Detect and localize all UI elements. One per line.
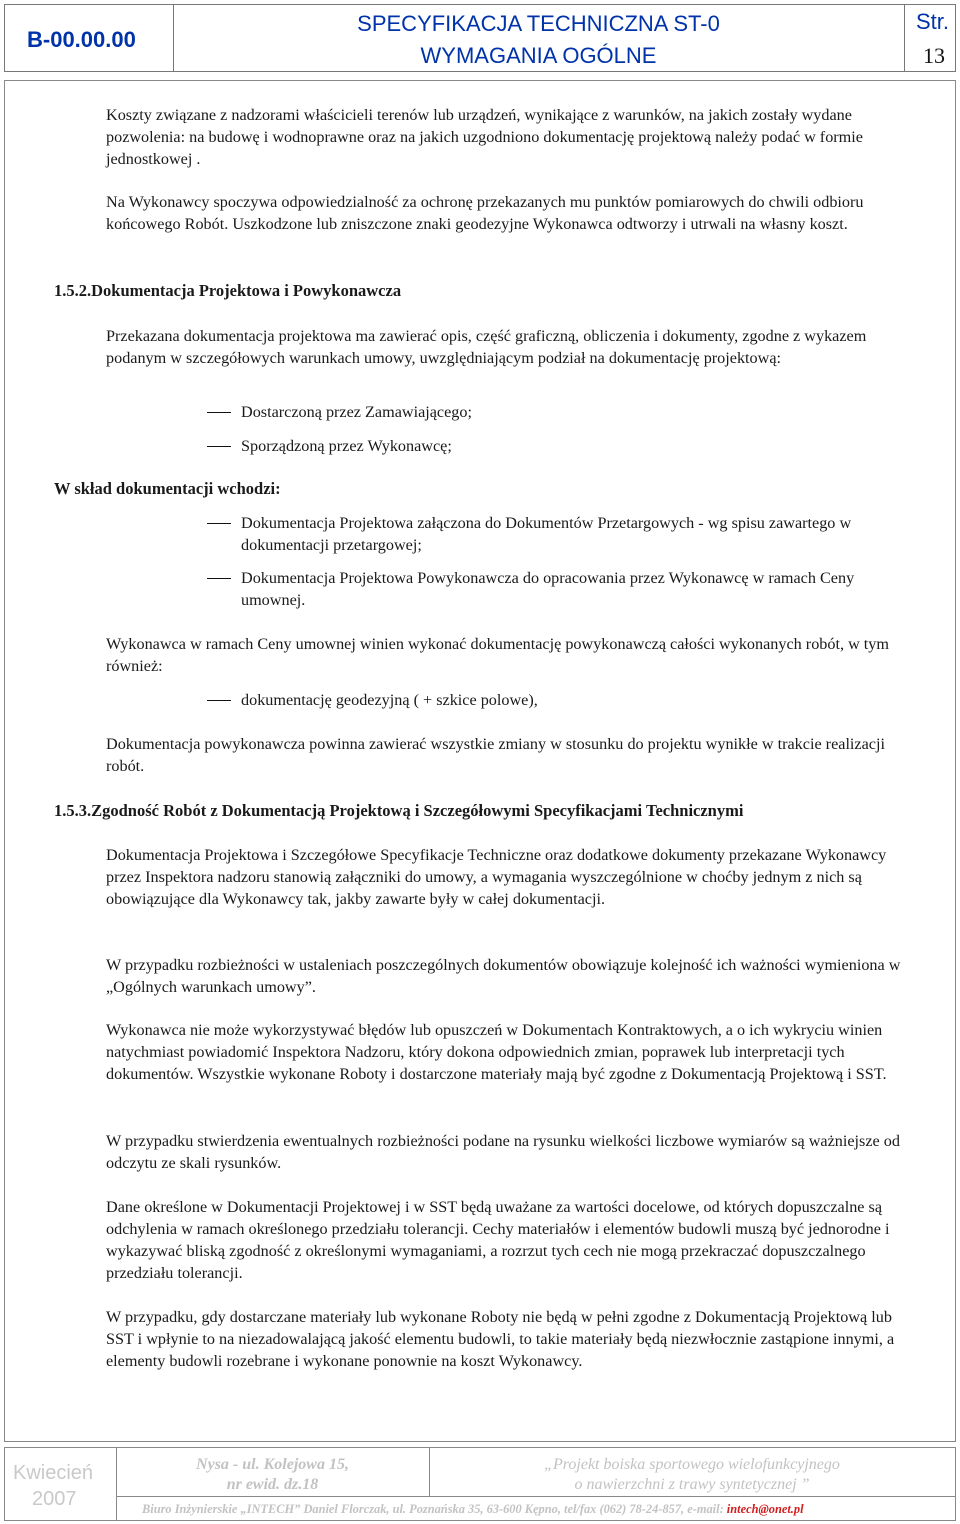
list-item: dokumentację geodezyjną ( + szkice polowe), (241, 691, 538, 709)
paragraph: Dokumentacja powykonawcza powinna zawierać wszystkie zmiany w stosunku do projektu wynikłe w trakcie realizacji robót. (106, 735, 885, 775)
spec-title: SPECYFIKACJA TECHNICZNA ST-0 (357, 11, 720, 36)
section-heading: 1.5.3.Zgodność Robót z Dokumentacją Projektową i Szczegółowymi Specyfikacjami Technicznymi (54, 801, 744, 820)
paragraph: Dane określone w Dokumentacji Projektowej i w SST będą uważane za wartości docelowe, od których dopuszczalne są odchylenia w ramach określonego przedziału tolerancji. Cechy materiałów i elementów budowli muszą być jednorodne i wykazywać bliską zgodność z określonymi wymaganiami, a rozrzut tych cech nie mogą przekraczać dopuszczalnego przedziału tolerancji. (106, 1198, 890, 1282)
bullet-dash (207, 700, 231, 701)
footer-year: 2007 (32, 1488, 77, 1510)
list-item: Dokumentacja Projektowa Powykonawcza do opracowania przez Wykonawcę w ramach Ceny umownej. (241, 569, 855, 609)
page-footer (4, 1447, 956, 1521)
page-label: Str. (916, 9, 950, 34)
page-header (4, 4, 956, 72)
header-code-cell (5, 5, 174, 71)
document-code: B-00.00.00 (27, 27, 136, 52)
bullet-dash (207, 412, 231, 413)
footer-email-link[interactable]: intech@onet.pl (726, 1502, 804, 1516)
bullet-dash (207, 446, 231, 447)
section-heading: 1.5.2.Dokumentacja Projektowa i Powykonawcza (54, 281, 402, 300)
paragraph: Przekazana dokumentacja projektowa ma zawierać opis, część graficzną, obliczenia i dokumenty, zgodne z wykazem podanym w szczegółowych warunkach umowy, uwzględniającym podział na dokumentację projektową: (106, 327, 867, 367)
paragraph: W przypadku, gdy dostarczane materiały lub wykonane Roboty nie będą w pełni zgodne z Dokumentacją Projektową lub SST i wpłynie to na niezadowalającą jakość elementu budowli, to takie materiały będą niezwłocznie zastąpione innymi, a elementy budowli rozebrane i wykonane ponownie na koszt Wykonawcy. (106, 1308, 895, 1370)
paragraph: W przypadku rozbieżności w ustaleniach poszczególnych dokumentów obowiązuje kolejność ich ważności wymieniona w „Ogólnych warunkach umowy”. (106, 956, 901, 996)
footer-location: Nysa - ul. Kolejowa 15, (196, 1456, 349, 1473)
paragraph: W przypadku stwierdzenia ewentualnych rozbieżności podane na rysunku wielkości liczbowe wymiarów są ważniejsze od odczytu ze skali rysunków. (106, 1132, 900, 1172)
header-page-cell (904, 5, 955, 71)
bullet-dash (207, 523, 231, 524)
footer-project-title: „Projekt boiska sportowego wielofunkcyjnego (544, 1456, 840, 1473)
footer-parcel: nr ewid. dz.18 (226, 1476, 319, 1493)
list-item: Dokumentacja Projektowa załączona do Dokumentów Przetargowych - wg spisu zawartego w dokumentacji przetargowej; (241, 514, 852, 554)
list-item: Dostarczoną przez Zamawiającego; (241, 403, 472, 421)
footer-location-cell (116, 1448, 430, 1496)
bullet-dash (207, 578, 231, 579)
footer-project-subtitle: o nawierzchni z trawy syntetycznej ” (574, 1476, 810, 1493)
footer-month: Kwiecień (13, 1462, 94, 1484)
page-number: 13 (923, 43, 945, 68)
spec-subtitle: WYMAGANIA OGÓLNE (420, 43, 657, 68)
list-label: W skład dokumentacji wchodzi: (54, 479, 281, 498)
paragraph: Koszty związane z nadzorami właścicieli terenów lub urządzeń, wynikające z warunków, na jakich zostały wydane pozwolenia: na budowę i wodnoprawne oraz na jakich uzgodniono dokumentację projektową należy podać w formie jednostkowej . (106, 106, 863, 168)
header-title-cell (173, 5, 905, 71)
footer-date-cell (5, 1448, 117, 1520)
paragraph: Na Wykonawcy spoczywa odpowiedzialność za ochronę przekazanych mu punktów pomiarowych do chwili odbioru końcowego Robót. Uszkodzone lub zniszczone znaki geodezyjne Wykonawca odtworzy i utrwali na własny koszt. (106, 193, 864, 233)
paragraph: Wykonawca nie może wykorzystywać błędów lub opuszczeń w Dokumentach Kontraktowych, a o ich wykryciu winien natychmiast powiadomić Inspektora Nadzoru, który dokona odpowiednich zmian, poprawek lub interpretacji tych dokumentów. Wszystkie wykonane Roboty i dostarczone materiały mają być zgodne z Dokumentacją Projektową i SST. (106, 1021, 887, 1083)
paragraph: Dokumentacja Projektowa i Szczegółowe Specyfikacje Techniczne oraz dodatkowe dokumenty przekazane Wykonawcy przez Inspektora nadzoru stanowią załączniki do umowy, a wymagania wyszczególnione w choćby jednym z nich są obowiązujące dla Wykonawcy tak, jakby zawarte były w całej dokumentacji. (106, 846, 887, 908)
footer-project-cell (429, 1448, 955, 1496)
footer-office-info (142, 1502, 804, 1517)
footer-office-text: Biuro Inżynierskie „INTECH” Daniel Florczak, ul. Poznańska 35, 63-600 Kępno, tel/fax (062) 78-24-857, e-mail: (142, 1502, 727, 1516)
list-item: Sporządzoną przez Wykonawcę; (241, 437, 452, 455)
footer-office-row (116, 1496, 955, 1521)
paragraph: Wykonawca w ramach Ceny umownej winien wykonać dokumentację powykonawczą całości wykonanych robót, w tym również: (106, 635, 889, 675)
